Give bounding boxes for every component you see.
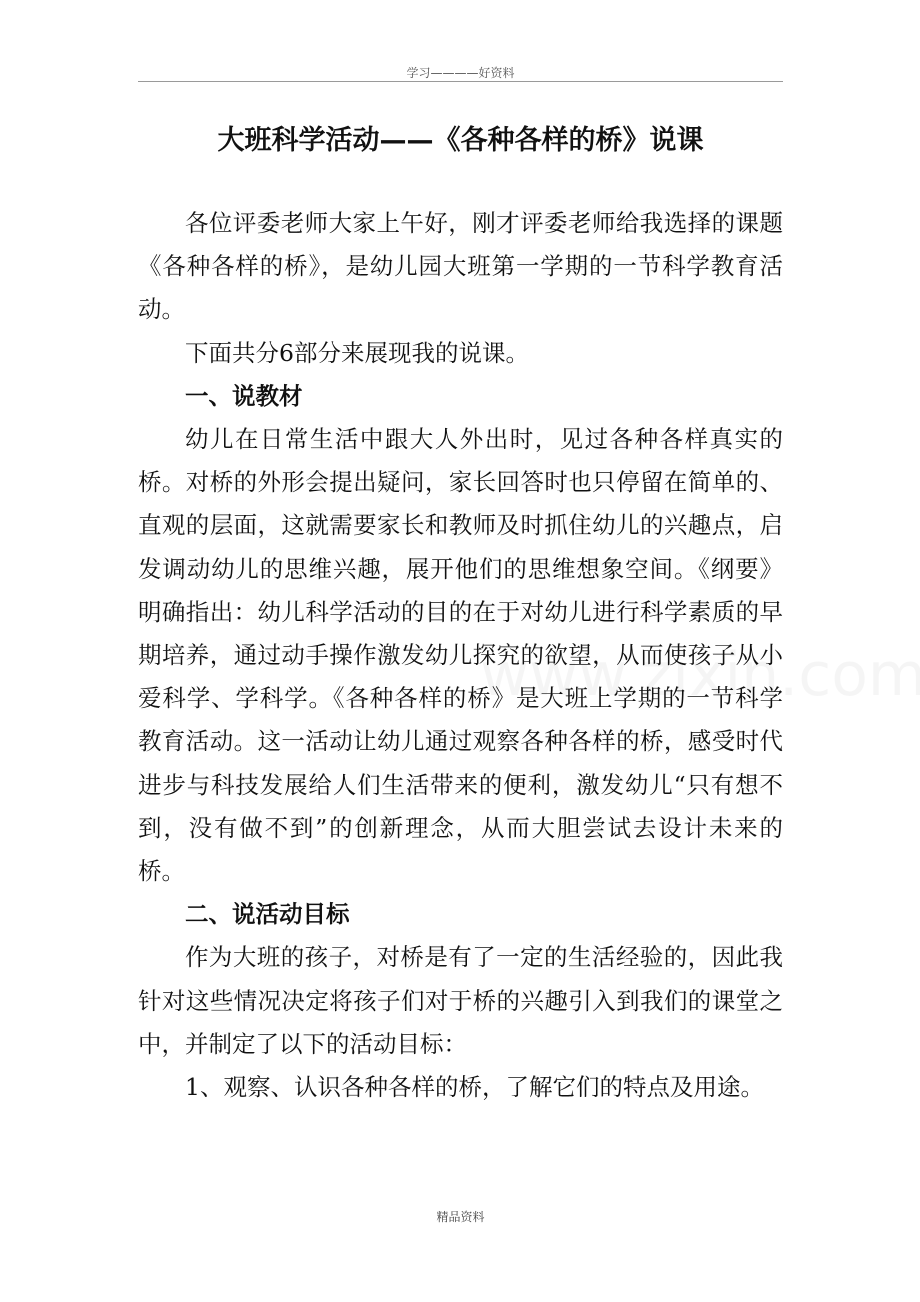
document-title: 大班科学活动——《各种各样的桥》说课 [217,125,704,156]
section-heading-materials: 一、说教材 [185,381,303,410]
page-footer: 精品资料 [436,1210,485,1224]
paragraph-materials: 幼儿在日常生活中跟大人外出时，见过各种各样真实的桥。对桥的外形会提出疑问，家长回答时也只停留在简单的、直观的层面，这就需要家长和教师及时抓住幼儿的兴趣点，启发调动幼儿的思维兴趣，展开他们的思维想象空间。《纲要》明确指出：幼儿科学活动的目的在于对幼儿进行科学素质的早期培养，通过动手操作激发幼儿探究的欲望，从而使孩子从小爱科学、学科学。《各种各样的桥》是大班上学期的一节科学教育活动。这一活动让幼儿通过观察各种各样的桥，感受时代进步与科技发展给人们生活带来的便利，激发幼儿“只有想不到，没有做不到”的创新理念，从而大胆尝试去设计未来的桥。 [138,425,783,886]
page-header: 学习————好资料 [406,66,515,80]
paragraph-greeting: 各位评委老师大家上午好，刚才评委老师给我选择的课题《各种各样的桥》，是幼儿园大班第一学期的一节科学教育活动。 [138,209,783,324]
paragraph-overview: 下面共分6部分来展现我的说课。 [185,338,529,367]
header-rule [138,81,783,82]
paragraph-goal-1: 1、观察、认识各种各样的桥，了解它们的特点及用途。 [185,1073,764,1102]
section-heading-goals: 二、说活动目标 [185,900,350,929]
paragraph-goals-intro: 作为大班的孩子，对桥是有了一定的生活经验的，因此我针对这些情况决定将孩子们对于桥的兴趣引入到我们的课堂之中，并制定了以下的活动目标： [138,943,783,1058]
watermark [480,640,920,710]
